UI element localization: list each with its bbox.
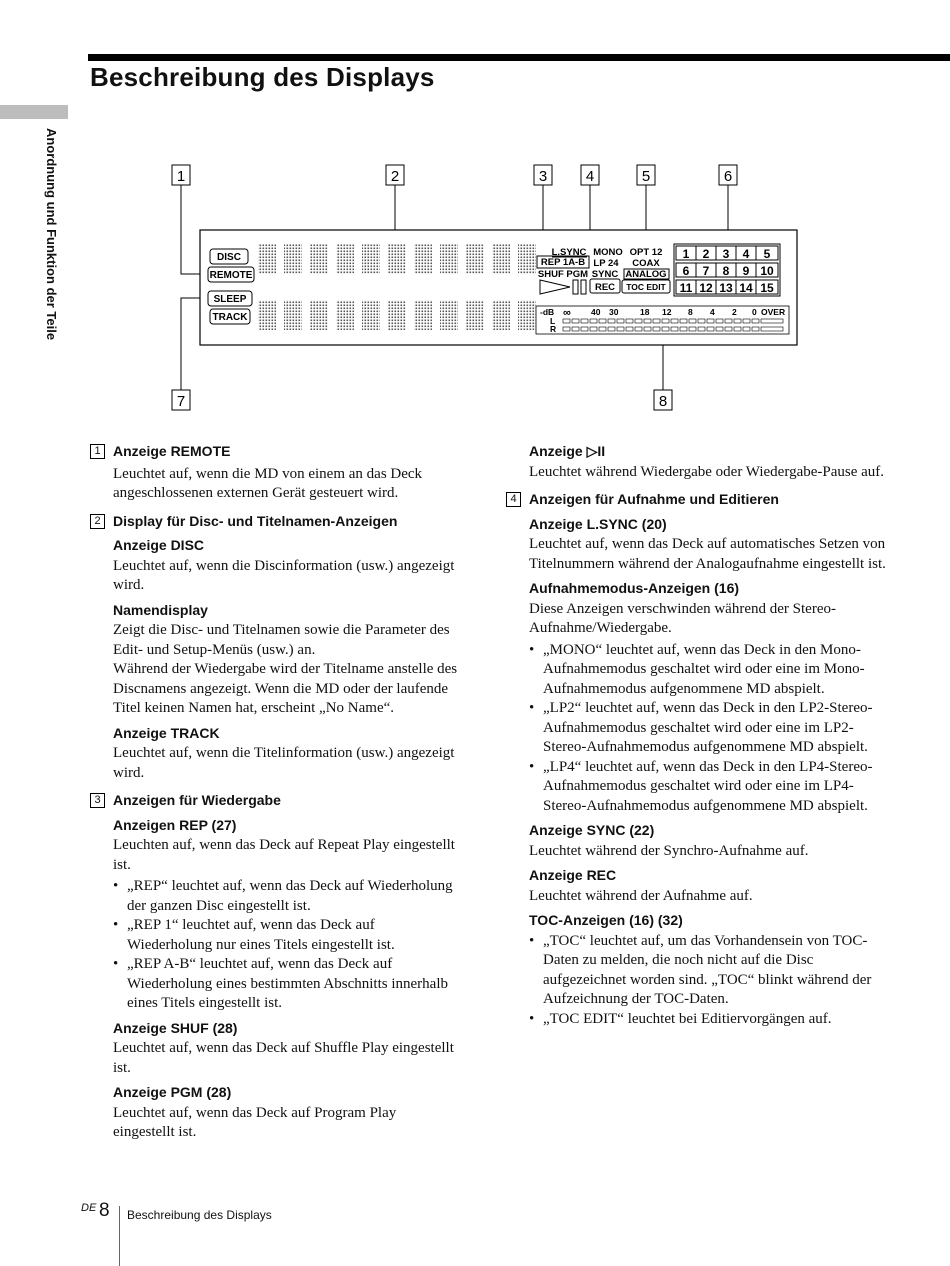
svg-text:OVER: OVER [761, 307, 786, 317]
footer-language: DE [81, 1202, 97, 1214]
rep-list [113, 877, 460, 1014]
callout-8 [654, 390, 672, 410]
list-item: • „TOC EDIT“ leuchtet bei Editiervorgängen auf. [529, 1010, 886, 1030]
svg-text:18: 18 [640, 307, 650, 317]
svg-text:12: 12 [699, 281, 713, 295]
rep-text: Leuchten auf, wenn das Deck auf Repeat Play eingestellt ist. [113, 837, 455, 873]
list-item: • „REP“ leuchtet auf, wenn das Deck auf Wiederholung der ganzen Disc eingestellt ist. [113, 877, 460, 916]
lsync-text: Leuchtet auf, wenn das Deck auf automatisches Setzen von Titelnummern während der Analogaufnahme eingestellt ist. [529, 536, 886, 572]
side-section-label: Anordnung und Funktion der Teile [44, 128, 59, 341]
svg-text:4: 4 [710, 307, 715, 317]
svg-text:2: 2 [732, 307, 737, 317]
svg-text:5: 5 [641, 168, 651, 185]
disc-text: Leuchtet auf, wenn die Discinformation (usw.) angezeigt wird. [113, 557, 455, 593]
section-3-heading: 3 Anzeigen für Wiedergabe [90, 791, 460, 811]
sync-heading: Anzeige SYNC (22) [529, 822, 655, 838]
footer-divider [119, 1206, 120, 1266]
callout-5 [637, 165, 655, 185]
name-display-heading: Namendisplay [113, 601, 208, 618]
rep-heading: Anzeigen REP (27) [113, 816, 237, 833]
callout-2 [386, 165, 404, 185]
svg-text:SHUF PGM: SHUF PGM [537, 269, 589, 280]
rec-mode-list [529, 641, 886, 817]
pgm-heading: Anzeige PGM (28) [113, 1084, 232, 1100]
callout-4 [581, 165, 599, 185]
svg-text:REMOTE: REMOTE [209, 270, 253, 281]
list-item: • „REP 1“ leuchtet auf, wenn das Deck auf Wiederholung nur eines Titels eingestellt ist. [113, 916, 460, 955]
section-2-heading: 2 Display für Disc- und Titelnamen-Anzeigen [90, 512, 460, 532]
svg-text:L.SYNC: L.SYNC [551, 247, 587, 258]
svg-text:7: 7 [702, 264, 710, 278]
list-item: • „LP2“ leuchtet auf, wenn das Deck in den LP2-Stereo-Aufnahmemodus geschaltet wird oder eine im LP2-Stereo-Aufnahmemodus aufgenommene MD abspielt. [529, 699, 886, 758]
name-display-text-2: Während der Wiedergabe wird der Titelname anstelle des Discnamens angezeigt. Wenn die MD oder der laufende Titel keinen Namen hat, erscheint „No Name“. [113, 661, 458, 716]
svg-text:4: 4 [585, 168, 595, 185]
rec-heading: Anzeige REC [529, 867, 617, 883]
page-title: Beschreibung des Displays [90, 62, 435, 92]
shuf-text: Leuchtet auf, wenn das Deck auf Shuffle Play eingestellt ist. [113, 1040, 454, 1076]
svg-text:10: 10 [760, 264, 774, 278]
svg-text:1: 1 [176, 168, 186, 185]
top-rule [88, 54, 950, 61]
svg-text:TOC EDIT: TOC EDIT [626, 282, 666, 292]
svg-text:5: 5 [763, 247, 771, 261]
svg-text:R: R [550, 324, 557, 334]
sync-text: Leuchtet während der Synchro-Aufnahme auf. [529, 842, 809, 859]
section-1-heading: 1 Anzeige REMOTE [90, 442, 460, 462]
list-item: • „MONO“ leuchtet auf, wenn das Deck in den Mono-Aufnahmemodus geschaltet wird oder eine im Mono-Aufnahmemodus aufgenommene MD abspielt. [529, 641, 886, 700]
svg-text:8: 8 [722, 264, 730, 278]
remote-indicator [208, 267, 254, 282]
svg-text:11: 11 [679, 281, 693, 295]
svg-text:-dB: -dB [540, 307, 555, 317]
svg-text:15: 15 [760, 281, 774, 295]
shuf-heading: Anzeige SHUF (28) [113, 1019, 238, 1036]
svg-text:REP 1A-B: REP 1A-B [540, 257, 586, 268]
right-column [506, 442, 886, 1029]
svg-text:ANALOG: ANALOG [625, 269, 667, 280]
svg-text:SYNC: SYNC [591, 269, 619, 280]
track-text: Leuchtet auf, wenn die Titelinformation (usw.) angezeigt wird. [113, 745, 455, 781]
pgm-text: Leuchtet auf, wenn das Deck auf Program Play eingestellt ist. [113, 1104, 397, 1140]
track-heading: Anzeige TRACK [113, 724, 220, 741]
callout-7 [172, 390, 190, 410]
svg-text:DISC: DISC [217, 252, 241, 263]
rec-mode-heading: Aufnahmemodus-Anzeigen (16) [529, 580, 740, 596]
side-tab-marker [0, 105, 68, 119]
lsync-heading: Anzeige L.SYNC (20) [529, 515, 667, 532]
svg-text:MONO: MONO [593, 247, 623, 258]
svg-text:TRACK: TRACK [212, 312, 248, 323]
svg-text:∞: ∞ [563, 307, 571, 319]
svg-text:2: 2 [390, 168, 400, 185]
sleep-indicator [208, 291, 252, 306]
toc-heading: TOC-Anzeigen (16) (32) [529, 912, 683, 928]
svg-text:OPT 12: OPT 12 [629, 247, 663, 258]
svg-text:4: 4 [742, 247, 750, 261]
toc-list [529, 932, 886, 1030]
svg-text:40: 40 [591, 307, 601, 317]
callout-3 [534, 165, 552, 185]
play-pause-heading: Anzeige ▷II [529, 443, 606, 459]
display-diagram [160, 160, 810, 415]
svg-text:8: 8 [658, 393, 668, 410]
svg-text:6: 6 [723, 168, 733, 185]
svg-text:30: 30 [609, 307, 619, 317]
section-4-heading: 4 Anzeigen für Aufnahme und Editieren [506, 490, 886, 510]
svg-text:COAX: COAX [632, 258, 660, 269]
svg-text:12: 12 [662, 307, 672, 317]
svg-text:8: 8 [688, 307, 693, 317]
svg-text:L: L [550, 316, 556, 326]
svg-text:1: 1 [682, 247, 690, 261]
svg-text:LP 24: LP 24 [593, 258, 619, 269]
svg-text:3: 3 [538, 168, 548, 185]
callout-6 [719, 165, 737, 185]
list-item: • „TOC“ leuchtet auf, um das Vorhandensein von TOC-Daten zu melden, die noch nicht auf die Disc aufgezeichnet worden sind. „TOC“ blinkt während der Aufzeichnung der TOC-Daten. [529, 932, 886, 1010]
svg-text:REC: REC [594, 282, 616, 293]
rec-text: Leuchtet während der Aufnahme auf. [529, 887, 753, 904]
callout-1 [172, 165, 190, 185]
left-column [90, 442, 460, 1145]
list-item: • „LP4“ leuchtet auf, wenn das Deck in den LP4-Stereo-Aufnahmemodus geschaltet wird oder eine im LP4-Stereo-Aufnahmemodus aufgenommene MD abspielt. [529, 758, 886, 817]
svg-text:9: 9 [742, 264, 750, 278]
section-1-text: Leuchtet auf, wenn die MD von einem an das Deck angeschlossenen externen Gerät gesteuert wird. [113, 465, 423, 501]
svg-text:14: 14 [739, 281, 753, 295]
rec-mode-text: Diese Anzeigen verschwinden während der Stereo-Aufnahme/Wiedergabe. [529, 600, 836, 636]
svg-text:SLEEP: SLEEP [213, 294, 247, 305]
svg-text:0: 0 [752, 307, 757, 317]
svg-text:2: 2 [702, 247, 710, 261]
page-number: 8 [99, 1200, 110, 1221]
footer-title: Beschreibung des Displays [127, 1208, 272, 1222]
name-display-text-1: Zeigt die Disc- und Titelnamen sowie die Parameter des Edit- und Setup-Menüs (usw.) an. [113, 622, 450, 658]
svg-text:13: 13 [719, 281, 733, 295]
play-pause-text: Leuchtet während Wiedergabe oder Wiedergabe-Pause auf. [529, 463, 885, 480]
disc-heading: Anzeige DISC [113, 537, 205, 553]
list-item: • „REP A-B“ leuchtet auf, wenn das Deck auf Wiederholung eines bestimmten Abschnitts innerhalb eines Titels eingestellt ist. [113, 955, 460, 1014]
svg-text:3: 3 [722, 247, 730, 261]
track-indicator [210, 309, 250, 324]
svg-text:7: 7 [176, 393, 186, 410]
svg-text:6: 6 [682, 264, 690, 278]
